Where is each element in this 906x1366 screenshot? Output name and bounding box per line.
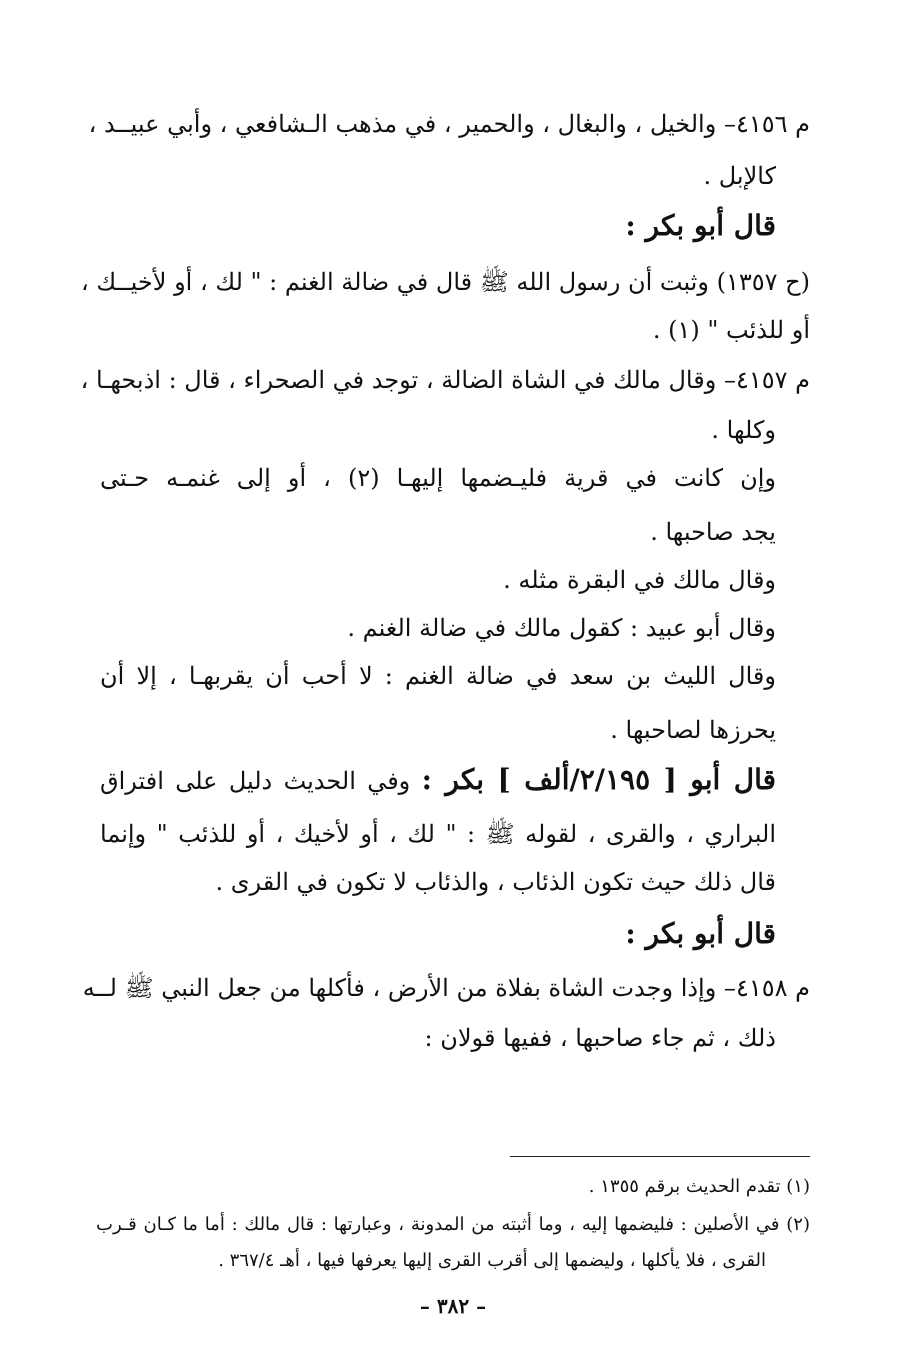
- paragraph-4157-line-1: م ٤١٥٧– وقال مالك في الشاة الضالة ، توجد في الصحراء ، قال : اذبحهـا ،: [80, 366, 810, 394]
- section-heading-2: قال أبو [ ٢/١٩٥/ألف ] بكر :: [421, 763, 776, 796]
- paragraph-4158-line-1: م ٤١٥٨– وإذا وجدت الشاة بفلاة من الأرض ، فأكلها من جعل النبي ﷺ لــه: [82, 974, 810, 1002]
- footnote-2-line-1: (٢) في الأصلين : فليضمها إليه ، وما أثبته من المدونة ، وعبارتها : قال مالك : أما ما كـان قـرب: [96, 1214, 810, 1235]
- commentary-line-1: [100, 764, 776, 797]
- paragraph-4157-line-6: وقال أبو عبيد : كقول مالك في ضالة الغنم .: [347, 614, 776, 642]
- hadith-1357-line-1: (ح ١٣٥٧) وثبت أن رسول الله ﷺ قال في ضالة الغنم : " لك ، أو لأخيــك ،: [81, 268, 810, 296]
- paragraph-4157-line-8: يحرزها لصاحبها .: [610, 716, 776, 744]
- commentary-line-1-text: وفي الحديث دليل على افتراق: [100, 767, 422, 795]
- paragraph-4157-line-3: وإن كانت في قرية فليـضمها إليهـا (٢) ، أو إلى غنمـه حـتى: [100, 464, 776, 492]
- section-heading-3: قال أبو بكر :: [625, 917, 776, 950]
- page-number: – ٣٨٢ –: [419, 1294, 487, 1318]
- paragraph-4157-line-7: وقال الليث بن سعد في ضالة الغنم : لا أحب أن يقربهـا ، إلا أن: [100, 662, 776, 690]
- hadith-1357-line-2: أو للذئب " (١) .: [652, 316, 810, 344]
- commentary-line-3: قال ذلك حيث تكون الذئاب ، والذئاب لا تكون في القرى .: [215, 868, 776, 896]
- commentary-line-2: البراري ، والقرى ، لقوله ﷺ : " لك ، أو لأخيك ، أو للذئب " وإنما: [100, 820, 776, 848]
- footnote-2-line-2: القرى ، فلا يأكلها ، وليضمها إلى أقرب القرى إليها يعرفها فيها ، أهـ ٣٦٧/٤ .: [218, 1250, 766, 1271]
- paragraph-4156-line-1: م ٤١٥٦– والخيل ، والبغال ، والحمير ، في مذهب الـشافعي ، وأبي عبيــد ،: [88, 110, 810, 138]
- paragraph-4156-line-2: كالإبل .: [703, 162, 776, 190]
- paragraph-4157-line-2: وكلها .: [711, 416, 776, 444]
- footnote-divider: [510, 1156, 810, 1157]
- paragraph-4157-line-4: يجد صاحبها .: [650, 518, 776, 546]
- paragraph-4157-line-5: وقال مالك في البقرة مثله .: [503, 566, 776, 594]
- paragraph-4158-line-2: ذلك ، ثم جاء صاحبها ، ففيها قولان :: [424, 1024, 776, 1052]
- section-heading-1: قال أبو بكر :: [625, 209, 776, 242]
- footnote-1: (١) تقدم الحديث برقم ١٣٥٥ .: [588, 1176, 810, 1197]
